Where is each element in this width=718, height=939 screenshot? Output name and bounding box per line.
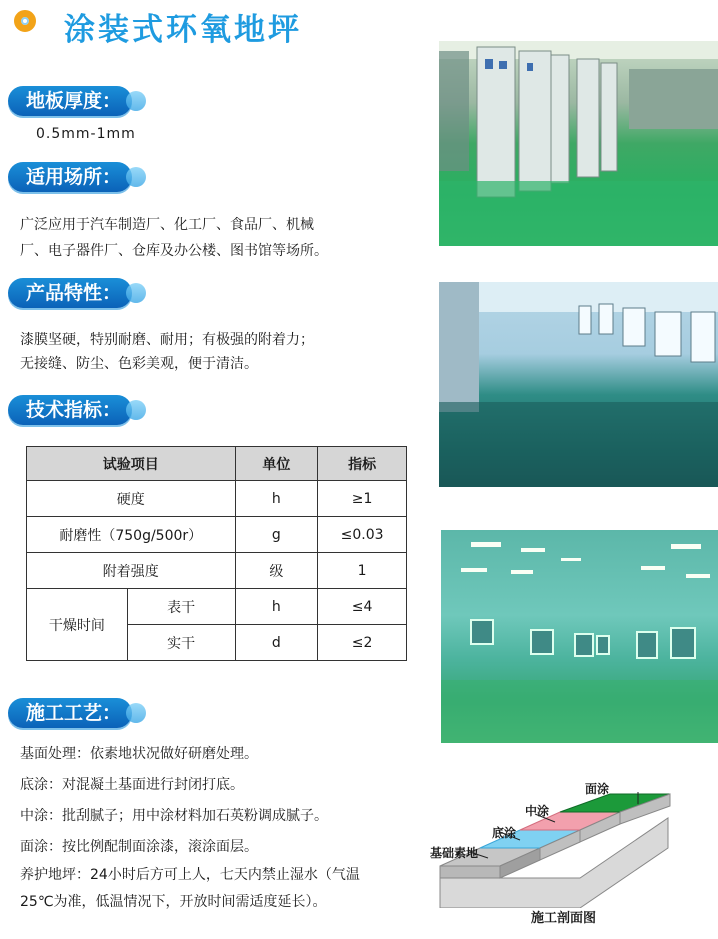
section-heading-specs: 技术指标：: [8, 395, 132, 425]
spec-value: ≤4: [318, 589, 407, 625]
process-line: 中涂：批刮腻子；用中涂材料加石英粉调成腻子。: [20, 808, 328, 824]
table-row: [27, 553, 407, 589]
spec-item: 硬度: [27, 481, 236, 517]
process-line: 基面处理：依素地状况做好研磨处理。: [20, 746, 258, 762]
spec-value: ≤0.03: [318, 517, 407, 553]
spec-drying-label: 干燥时间: [27, 589, 128, 661]
title-ring-icon: [14, 10, 36, 32]
table-row: [27, 517, 407, 553]
usage-line: 广泛应用于汽车制造厂、化工厂、食品厂、机械: [20, 217, 314, 233]
diagram-label-bottom: 底涂: [492, 826, 517, 840]
spec-value: ≤2: [318, 625, 407, 661]
spec-unit: g: [235, 517, 318, 553]
features-line: 漆膜坚硬，特别耐磨、耐用；有极强的附着力；: [20, 332, 314, 348]
spec-unit: d: [235, 625, 318, 661]
factory-floor-photo: [439, 41, 718, 246]
spec-item: 附着强度: [27, 553, 236, 589]
cross-section-diagram: [430, 778, 718, 908]
spec-unit: h: [235, 589, 318, 625]
table-row: [27, 481, 407, 517]
section-heading-usage: 适用场所：: [8, 162, 132, 192]
spec-value: 1: [318, 553, 407, 589]
diagram-label-top: 面涂: [585, 782, 610, 796]
section-heading-thickness: 地板厚度：: [8, 86, 132, 116]
spec-item: 耐磨性（750g/500r）: [27, 517, 236, 553]
section-heading-process: 施工工艺：: [8, 698, 132, 728]
diagram-caption: 施工剖面图: [531, 911, 597, 926]
spec-header-value: 指标: [318, 447, 407, 481]
spec-item: 表干: [127, 589, 235, 625]
process-line: 养护地坪：24小时后方可上人，七天内禁止湿水（气温: [20, 867, 360, 883]
spec-value: ≥1: [318, 481, 407, 517]
page-title: 涂装式环氧地坪: [64, 12, 302, 48]
spec-unit: 级: [235, 553, 318, 589]
process-line: 25℃为准，低温情况下，开放时间需适度延长）。: [20, 894, 327, 910]
section-heading-features: 产品特性：: [8, 278, 132, 308]
cleanroom-photo: [441, 530, 718, 743]
office-floor-photo: [439, 282, 718, 487]
spec-table: [26, 446, 407, 661]
spec-header-item: 试验项目: [27, 447, 236, 481]
thickness-value: 0.5mm-1mm: [36, 126, 136, 142]
usage-line: 厂、电子器件厂、仓库及办公楼、图书馆等场所。: [20, 243, 328, 259]
spec-header-unit: 单位: [235, 447, 318, 481]
base-layer: [440, 866, 500, 878]
process-line: 底涂：对混凝土基面进行封闭打底。: [20, 777, 244, 793]
spec-item: 实干: [127, 625, 235, 661]
spec-table-header: [27, 447, 407, 481]
process-line: 面涂：按比例配制面涂漆，滚涂面层。: [20, 839, 258, 855]
features-line: 无接缝、防尘、色彩美观，便于清洁。: [20, 356, 258, 372]
table-row: [27, 589, 407, 625]
spec-unit: h: [235, 481, 318, 517]
diagram-label-base: 基础素地: [430, 846, 479, 860]
diagram-label-middle: 中涂: [525, 804, 550, 818]
